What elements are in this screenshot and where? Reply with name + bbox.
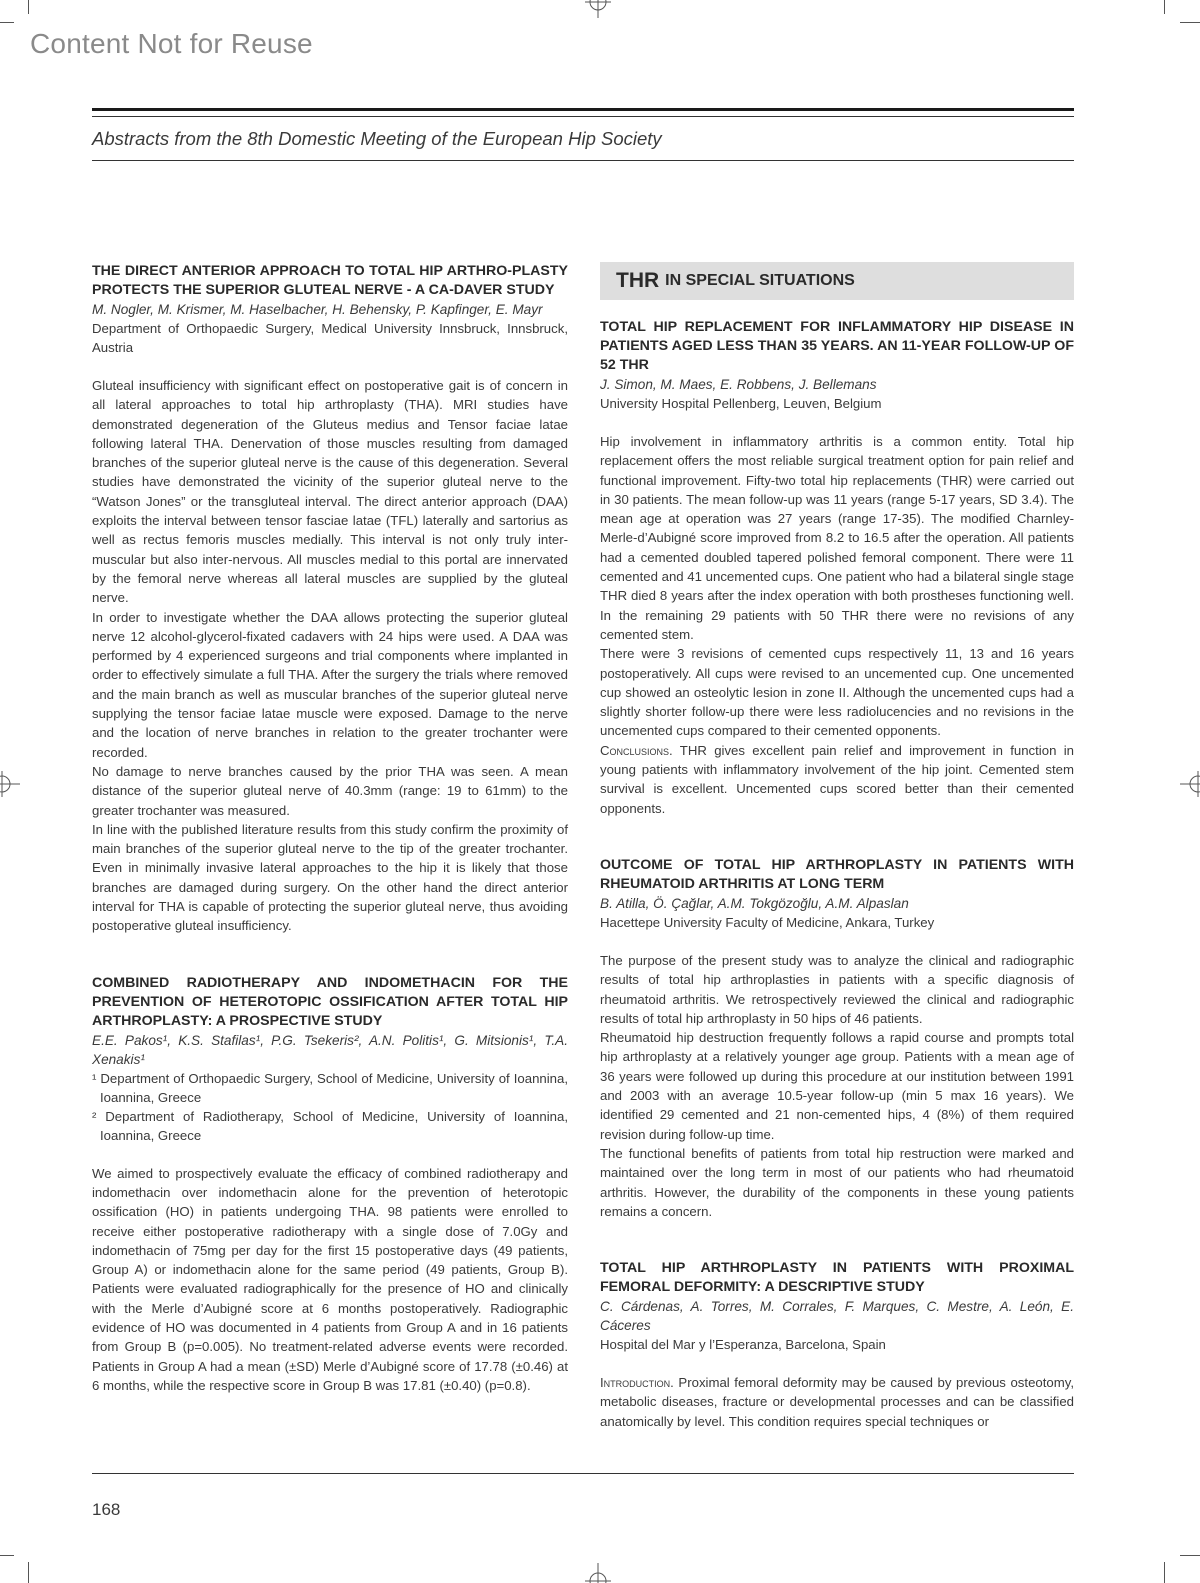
introduction-label: Introduction. xyxy=(600,1375,674,1391)
abstract-body xyxy=(92,376,568,936)
left-column xyxy=(92,262,568,1395)
abstract-paragraph-introduction xyxy=(600,1373,1074,1431)
abstract-affiliation: Hospital del Mar y l’Esperanza, Barcelona, Spain xyxy=(600,1337,886,1353)
watermark-text: Content Not for Reuse xyxy=(30,28,313,59)
abstract-authors: J. Simon, M. Maes, E. Robbens, J. Bellemans xyxy=(600,377,877,392)
abstract-paragraph: In order to investigate whether the DAA allows protecting the superior gluteal nerve 12 alcohol-glycerol-fixated cadavers with 24 hips were used. A DAA was performed by 4 experienced surgeons and trial components where implanted in order to effectively simulate a full THA. After the surgery the trials where removed and the main branch as well as muscular branches of the superior gluteal nerve supplying the tensor faciae latae muscle were exposed. Damage to the nerve and the location of nerve branches in relation to the greater trochanter were recorded. xyxy=(92,609,568,760)
abstract-paragraph: We aimed to prospectively evaluate the efficacy of combined radiotherapy and indomethacin over indomethacin alone for the prevention of heterotopic ossification (HO) in patients undergoing THA. 98 patients were enrolled to receive either postoperative radiotherapy with a single dose of 7.0Gy and indomethacin of 75mg per day for the first 15 postoperative days (49 patients, Group A) or indomethacin alone for the same period (49 patients, Group B). Patients were evaluated radiographically for the presence of HO and clinically with the Merle d’Aubigné score at 6 months postoperatively. Radiographic evidence of HO was documented in 4 patients from Group A and in 16 patients from Group B (p=0.005). No treatment-related adverse events were recorded. Patients in Group A had a mean (±SD) Merle d’Aubigné score of 17.78 (±0.46) at 6 months, while the respective score in Group B was 17.81 (±0.40) (p=0.8). xyxy=(92,1165,568,1393)
crop-mark-bottom-right-v xyxy=(1164,1562,1165,1583)
abstract-affiliation-2: ² Department of Radiotherapy, School of Medicine, University of Ioannina, Ioannina, Greece xyxy=(92,1108,568,1143)
abstract-paragraph-conclusions xyxy=(600,741,1074,818)
right-column xyxy=(600,262,1074,1431)
abstract-body xyxy=(92,1164,568,1396)
header-rule-thick xyxy=(92,108,1074,111)
abstract-affiliation: Department of Orthopaedic Surgery, Medical University Innsbruck, Innsbruck, Austria xyxy=(92,321,568,355)
introduction-text: Proximal femoral deformity may be caused by previous osteotomy, metabolic diseases, fracture or developmental processes and can be classified anatomically by level. This condition requires special techniques or xyxy=(600,1375,1074,1429)
conclusions-text: THR gives excellent pain relief and improvement in function in young patients with inflammatory involvement of the hip joint. Cemented stem survival is excellent. Uncemented cups scored better than their cemented opponents. xyxy=(600,742,1074,816)
abstract-body xyxy=(600,1373,1074,1431)
crop-mark-top-left-h xyxy=(0,22,14,23)
abstract-title: TOTAL HIP ARTHROPLASTY IN PATIENTS WITH PROXIMAL FEMORAL DEFORMITY: A DESCRIPTIVE STUDY xyxy=(600,1260,1074,1296)
abstract-authors: M. Nogler, M. Krismer, M. Haselbacher, H. Behensky, P. Kapfinger, E. Mayr xyxy=(92,302,543,317)
abstract-paragraph: The purpose of the present study was to analyze the clinical and radiographic results of total hip arthroplasties in patients with a specific diagnosis of rheumatoid arthritis. We retrospectively reviewed the clinical and radiographic results of total hip arthroplasty in 50 hips of 46 patients. xyxy=(600,952,1074,1026)
crop-mark-top-right-v xyxy=(1164,0,1165,14)
abstract-affiliation: University Hospital Pellenberg, Leuven, Belgium xyxy=(600,396,882,411)
abstract-paragraph: No damage to nerve branches caused by the prior THA was seen. A mean distance of the superior gluteal nerve of 40.3mm (range: 19 to 61mm) to the greater trochanter was measured. xyxy=(92,763,568,818)
crop-mark-bottom-right-h xyxy=(1180,1555,1200,1556)
header-rule-thin xyxy=(92,116,1074,117)
footer-rule xyxy=(92,1473,1074,1474)
abstract-paragraph: The functional benefits of patients from total hip restruction were marked and maintained over the long term in most of our patients who had rheumatoid arthritis. However, the durability of the components in these young patients remains a concern. xyxy=(600,1145,1074,1219)
abstract-title: THE DIRECT ANTERIOR APPROACH TO TOTAL HIP ARTHRO-PLASTY PROTECTS THE SUPERIOR GLUTEAL NERVE - A CA-DAVER STUDY xyxy=(92,263,568,298)
section-heading xyxy=(600,262,1074,300)
abstract-direct-anterior xyxy=(92,262,568,936)
section-heading-main: THR xyxy=(616,269,660,292)
abstract-body xyxy=(600,951,1074,1221)
crop-mark-top-left-v xyxy=(28,0,29,14)
registration-mark-top xyxy=(585,0,611,18)
abstract-authors: E.E. Pakos¹, K.S. Stafilas¹, P.G. Tsekeris², A.N. Politis¹, G. Mitsionis¹, T.A. Xenakis¹ xyxy=(92,1032,568,1067)
header-rule-bottom xyxy=(92,160,1074,161)
abstract-body xyxy=(600,432,1074,818)
abstract-paragraph: Hip involvement in inflammatory arthritis is a common entity. Total hip replacement offers the most reliable surgical treatment option for pain relief and functional improvement. Fifty-two total hip replacements (THR) were carried out in 30 patients. The mean follow-up was 11 years (range 5-17 years, SD 3.4). The mean age at operation was 27 years (range 17-35). The modified Charnley-Merle-d’Aubigné score improved from 8.2 to 16.5 after the operation. All patients had a cemented doubled tapered polished femoral component. There were 11 cemented and 41 uncemented cups. One patient who had a bilateral single stage THR died 8 years after the index operation with both prostheses functioning well. In the remaining 29 patients with 50 THR there were no revisions of any cemented stem. xyxy=(600,434,1074,642)
crop-mark-top-right-h xyxy=(1180,22,1200,23)
abstract-radiotherapy-indomethacin xyxy=(92,974,568,1396)
abstract-paragraph: Rheumatoid hip destruction frequently follows a rapid course and prompts total hip arthroplasty at a relatively younger age group. Patients with a mean age of 36 years were followed up during this procedure at our institution between 1991 and 2003 with an average 10.5-year follow-up (min 5 max 16 years). We identified 29 cemented and 21 non-cemented hips, 4 (8%) of them required revision during follow-up time. xyxy=(600,1030,1074,1142)
abstract-paragraph: Gluteal insufficiency with significant effect on postoperative gait is of concern in all lateral approaches to total hip arthroplasty (THA). MRI studies have demonstrated degeneration of the Gluteus medius and Tensor faciae latae following lateral THA. Denervation of those muscles resulting from damaged branches of the superior gluteal nerve is the cause of this degeneration. Several studies have demonstrated the vicinity of the superior gluteal nerve to the “Watson Jones” or the transgluteal interval. The direct anterior approach (DAA) exploits the interval between tensor fasciae latae (TFL) laterally and sartorius as well as rectus femoris muscles medially. This interval is not only truly inter-muscular but also inter-nervous. All muscles medial to this portal are innervated by the femoral nerve whereas all lateral muscles are supplied by the gluteal nerve. xyxy=(92,378,568,606)
abstract-authors: B. Atilla, Ö. Çağlar, A.M. Tokgözoğlu, A.M. Alpaslan xyxy=(600,895,909,911)
abstract-title: COMBINED RADIOTHERAPY AND INDOMETHACIN FOR THE PREVENTION OF HETEROTOPIC OSSIFICATION AFTER TOTAL HIP ARTHROPLASTY: A PROSPECTIVE STUDY xyxy=(92,974,568,1029)
registration-mark-right xyxy=(1180,771,1200,797)
registration-mark-left xyxy=(0,771,20,797)
abstract-affiliation-1: ¹ Department of Orthopaedic Surgery, School of Medicine, University of Ioannina, Ioannina, Greece xyxy=(92,1070,568,1105)
abstract-affiliation: Hacettepe University Faculty of Medicine, Ankara, Turkey xyxy=(600,914,935,930)
abstract-paragraph: In line with the published literature results from this study confirm the proximity of main branches of the superior gluteal nerve to the tip of the greater trochanter. Even in minimally invasive lateral approaches to the hip it is likely that those branches are damaged during surgery. On the other hand the direct anterior interval for THA is capable of protecting the superior gluteal nerve, thus avoiding postoperative gluteal insufficiency. xyxy=(92,821,568,934)
abstract-proximal-femoral-deformity xyxy=(600,1259,1074,1431)
abstract-inflammatory-hip xyxy=(600,318,1074,818)
journal-header: Abstracts from the 8th Domestic Meeting of the European Hip Society xyxy=(92,128,662,149)
crop-mark-bottom-left-v xyxy=(28,1562,29,1583)
abstract-authors: C. Cárdenas, A. Torres, M. Corrales, F. Marques, C. Mestre, A. León, E. Cáceres xyxy=(600,1299,1074,1334)
abstract-title: OUTCOME OF TOTAL HIP ARTHROPLASTY IN PATIENTS WITH RHEUMATOID ARTHRITIS AT LONG TERM xyxy=(600,856,1074,892)
page-number: 168 xyxy=(92,1500,121,1519)
registration-mark-bottom xyxy=(585,1563,611,1583)
conclusions-label: Conclusions. xyxy=(600,742,673,758)
abstract-title: TOTAL HIP REPLACEMENT FOR INFLAMMATORY HIP DISEASE IN PATIENTS AGED LESS THAN 35 YEARS. AN 11-YEAR FOLLOW-UP OF 52 THR xyxy=(600,319,1074,373)
abstract-rheumatoid-arthritis xyxy=(600,856,1074,1221)
section-heading-sub: IN SPECIAL SITUATIONS xyxy=(665,272,855,289)
crop-mark-bottom-left-h xyxy=(0,1555,14,1556)
abstract-paragraph: There were 3 revisions of cemented cups respectively 11, 13 and 16 years postoperatively. All cups were revised to an uncemented cup. One uncemented cup showed an osteolytic lesion in zone II. Although the uncemented cups had a slightly shorter follow-up there were less radiolucencies and no revisions in the uncemented cups compared to their cemented opponents. xyxy=(600,646,1074,739)
